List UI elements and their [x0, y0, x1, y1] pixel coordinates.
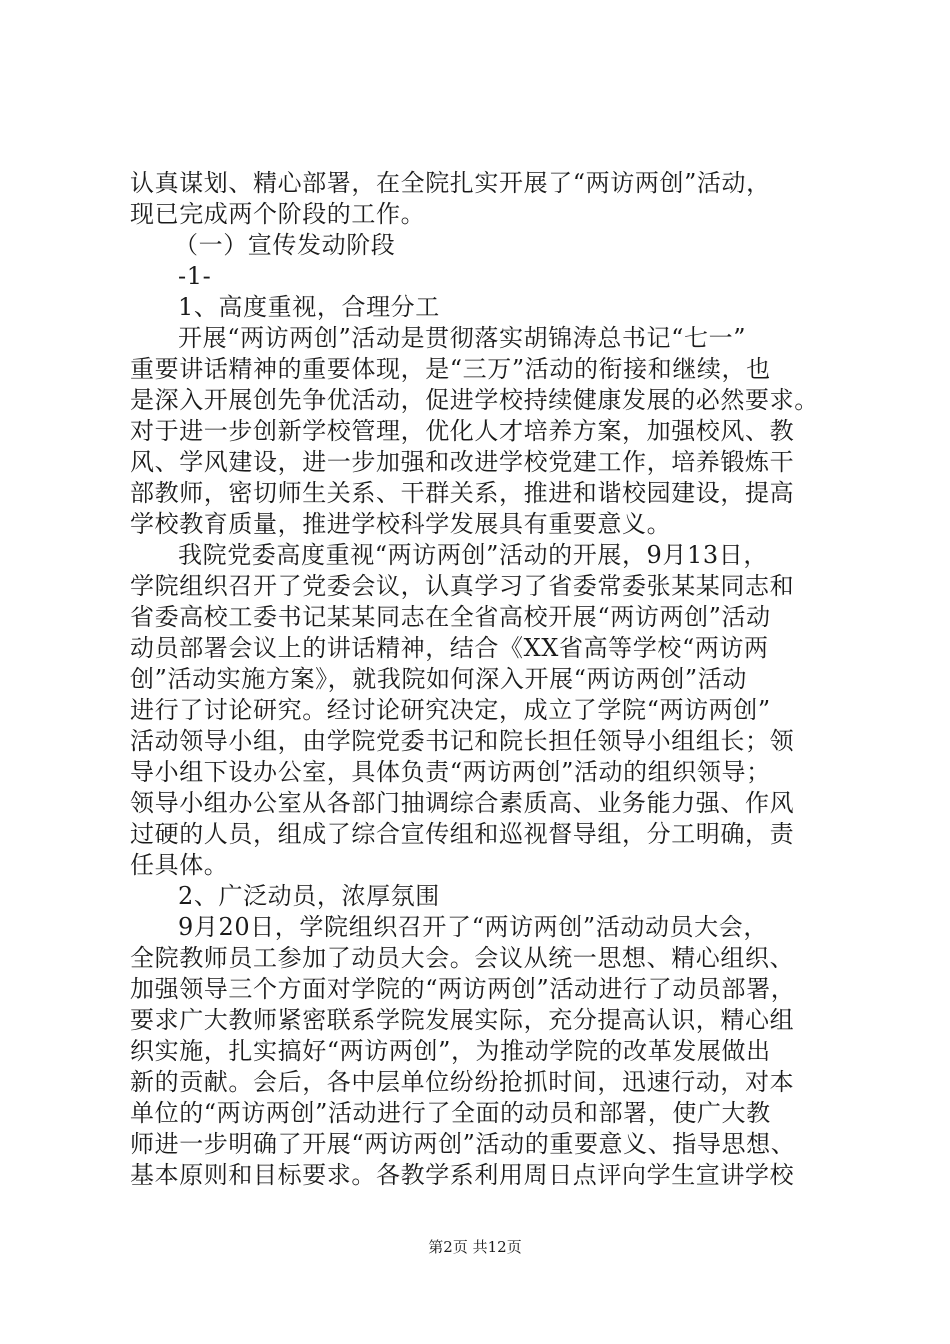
text-line: 新的贡献。会后，各中层单位纷纷抢抓时间，迅速行动，对本 [130, 1068, 795, 1096]
text-line: 过硬的人员，组成了综合宣传组和巡视督导组，分工明确，责 [130, 820, 795, 848]
text-line: 任具体。 [130, 851, 229, 879]
text-line: 进行了讨论研究。经讨论研究决定，成立了学院“两访两创” [130, 696, 771, 724]
text-line: 动员部署会议上的讲话精神，结合《XX省高等学校“两访两 [130, 634, 769, 662]
text-line: 省委高校工委书记某某同志在全省高校开展“两访两创”活动 [130, 603, 771, 631]
text-line: 认真谋划、精心部署，在全院扎实开展了“两访两创”活动， [130, 169, 771, 197]
text-line: 师进一步明确了开展“两访两创”活动的重要意义、指导思想、 [130, 1130, 796, 1158]
text-line: 重要讲话精神的重要体现，是“三万”活动的衔接和继续，也 [130, 355, 771, 383]
text-line: 2、广泛动员，浓厚氛围 [178, 882, 440, 910]
text-line: 9月20日，学院组织召开了“两访两创”活动动员大会， [178, 913, 768, 941]
text-line: 单位的“两访两创”活动进行了全面的动员和部署，使广大教 [130, 1099, 771, 1127]
document-body [130, 168, 835, 1191]
text-line: 全院教师员工参加了动员大会。会议从统一思想、精心组织、 [130, 944, 795, 972]
text-line: 部教师，密切师生关系、干群关系，推进和谐校园建设，提高 [130, 479, 795, 507]
text-line: 1、高度重视，合理分工 [178, 293, 440, 321]
text-line: 学院组织召开了党委会议，认真学习了省委常委张某某同志和 [130, 572, 795, 600]
text-line: 活动领导小组，由学院党委书记和院长担任领导小组组长；领 [130, 727, 795, 755]
text-line: 现已完成两个阶段的工作。 [130, 200, 426, 228]
text-line: 对于进一步创新学校管理，优化人才培养方案，加强校风、教 [130, 417, 795, 445]
text-line: 学校教育质量，推进学校科学发展具有重要意义。 [130, 510, 672, 538]
text-line: 加强领导三个方面对学院的“两访两创”活动进行了动员部署， [130, 975, 796, 1003]
text-line: 基本原则和目标要求。各教学系利用周日点评向学生宣讲学校 [130, 1161, 795, 1189]
text-line: 开展“两访两创”活动是贯彻落实胡锦涛总书记“七一” [178, 324, 747, 352]
text-line: 导小组下设办公室，具体负责“两访两创”活动的组织领导； [130, 758, 771, 786]
text-line: 我院党委高度重视“两访两创”活动的开展，9月13日， [178, 541, 768, 569]
text-line: 织实施，扎实搞好“两访两创”，为推动学院的改革发展做出 [130, 1037, 771, 1065]
page-footer: 第2页 共12页 [428, 1238, 522, 1256]
text-line: 风、学风建设，进一步加强和改进学校党建工作，培养锻炼干 [130, 448, 795, 476]
text-line: 领导小组办公室从各部门抽调综合素质高、业务能力强、作风 [130, 789, 795, 817]
text-line: -1- [178, 262, 212, 290]
text-line: （一）宣传发动阶段 [174, 231, 396, 259]
text-line: 是深入开展创先争优活动，促进学校持续健康发展的必然要求。 [130, 386, 819, 414]
text-line: 要求广大教师紧密联系学院发展实际，充分提高认识，精心组 [130, 1006, 795, 1034]
text-line: 创”活动实施方案》，就我院如何深入开展“两访两创”活动 [130, 665, 748, 693]
